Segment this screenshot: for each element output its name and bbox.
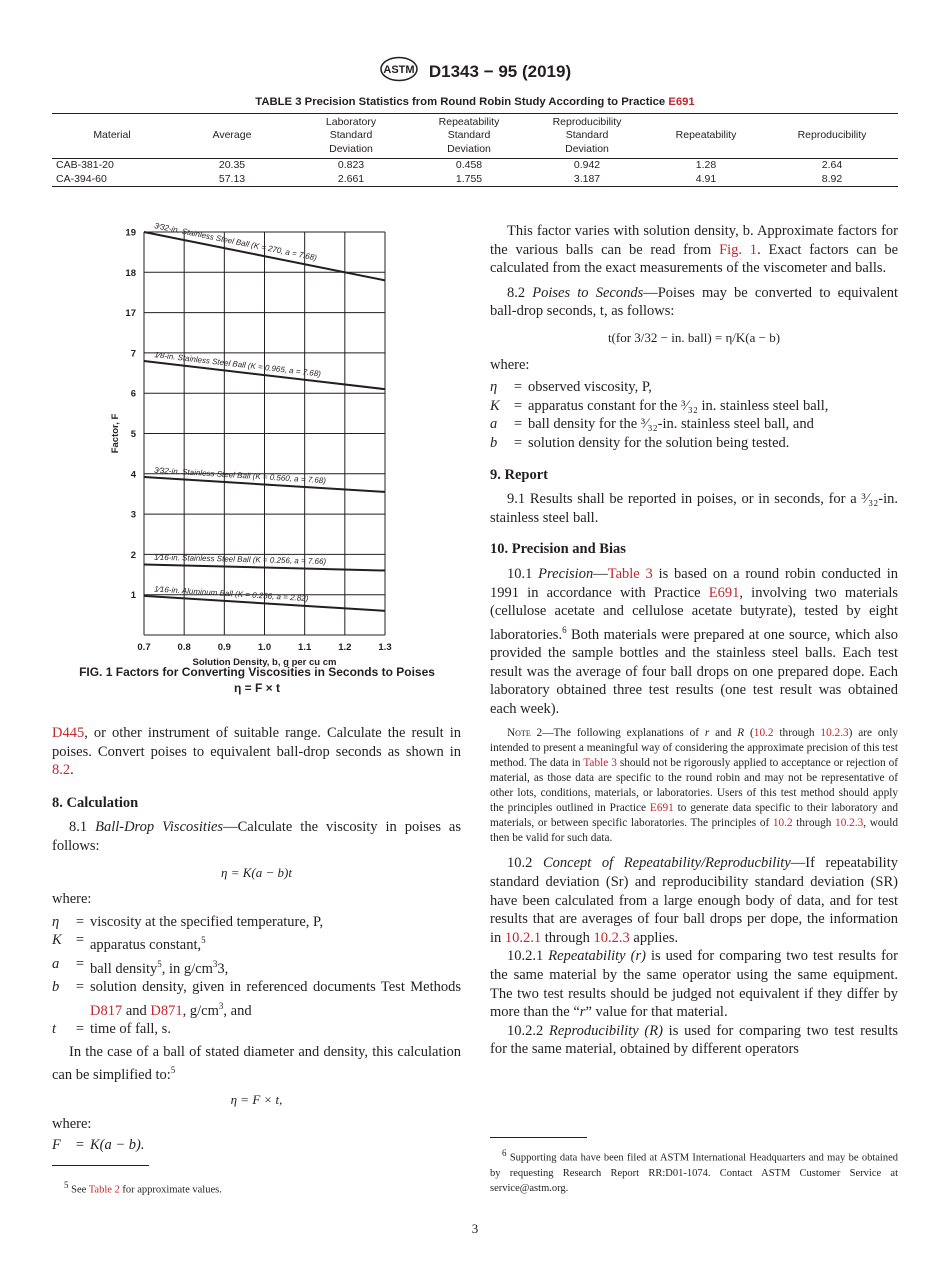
col-average: Average — [172, 114, 292, 159]
figure-caption-line1: FIG. 1 Factors for Converting Viscosities in Seconds to Poises — [79, 665, 435, 679]
link-e691[interactable]: E691 — [668, 96, 695, 108]
paragraph-8-1: 8.1 Ball-Drop Viscosities—Calculate the viscosity in poises as follows: — [52, 819, 462, 854]
y-tick-label: 3 — [130, 509, 136, 521]
equation-seconds: t(for 3/32 − in. ball) = η/K(a − b) — [607, 329, 781, 345]
table-header-row — [52, 114, 898, 159]
series-label: 1⁄8-in. Stainless Steel Ball (K = 0.965, a = 7.68) — [153, 350, 322, 379]
col-repro-sd: Reproducibility Standard Deviation — [528, 114, 646, 159]
y-tick-label: 7 — [130, 348, 136, 360]
y-tick-label: 19 — [125, 227, 136, 239]
link-d445[interactable]: D445 — [52, 725, 85, 741]
page-number: 3 — [471, 1221, 479, 1236]
x-tick-label: 0.8 — [177, 642, 191, 653]
link-table-3[interactable]: Table 3 — [607, 565, 653, 582]
x-axis-label: Solution Density, b, g per cu cm — [192, 657, 337, 668]
link-fig-1[interactable]: Fig. 1 — [719, 241, 758, 258]
link-10-2-3[interactable]: 10.2.3 — [820, 727, 849, 740]
paragraph-10-2-1: 10.2.1 Repeatability (r) is used for comparing two test results for the same material by the same operator using the same equipment. The two test results should be judged not equivalent if they differ by more than the “r” value for that material. — [490, 948, 898, 1021]
series-label: 1⁄16-in. Stainless Steel Ball (K = 0.256, a = 7.66) — [153, 552, 327, 567]
equation-simplified: η = F × t, — [230, 1091, 283, 1107]
table-row: CA-394-60 57.13 2.661 1.755 3.187 4.91 8.92 — [52, 173, 898, 187]
y-tick-label: 17 — [125, 308, 136, 320]
x-tick-label: 1.3 — [378, 642, 392, 653]
link-10-2[interactable]: 10.2 — [753, 727, 774, 740]
link-table-2[interactable]: Table 2 — [88, 1184, 120, 1196]
table-caption-text: TABLE 3 Precision Statistics from Round Robin Study According to Practice — [255, 96, 666, 108]
link-10-2-3-b[interactable]: 10.2.3 — [593, 929, 630, 946]
paragraph-8-2: 8.2 Poises to Seconds—Poises may be converted to equivalent ball-drop seconds, t, as follows: — [490, 284, 899, 320]
definition-K-2: K = apparatus constant for the ³⁄₃₂ in. stainless steel ball, — [490, 397, 829, 414]
x-tick-label: 0.9 — [217, 642, 231, 653]
section-8-heading: 8. Calculation — [52, 794, 139, 811]
where-label-1: where: — [52, 891, 92, 908]
y-tick-label: 5 — [130, 429, 136, 440]
x-tick-label: 0.7 — [137, 642, 151, 653]
definition-eta-2: η = observed viscosity, P, — [490, 379, 652, 396]
link-d817[interactable]: D817 — [90, 1002, 123, 1019]
y-tick-label: 18 — [125, 267, 136, 279]
astm-logo — [379, 56, 419, 87]
paragraph-10-1: 10.1 Precision—Table 3 is based on a round robin conducted in 1991 in accordance with Practice E691, involving two materials (cellulose acetate and cellulose acetate butyrate), tested by eight laboratories.$^6$ Both materials were prepared at one source, which also provided the sample bottles and the stainless steel balls. Each test result was the average of four ball drops on one prepared dope. Each laboratory obtained three test results (one test result was obtained each week). — [490, 565, 899, 717]
paragraph-simplify: In the case of a ball of stated diameter and density, this calculation can be simplified to:$^5$ — [52, 1043, 461, 1084]
col-repeatability: Repeatability — [646, 114, 766, 159]
paragraph-10-2-2: 10.2.2 Reproducibility (R) is used for comparing two test results for the same material, obtained by different operators — [490, 1022, 899, 1058]
y-tick-label: 6 — [130, 388, 136, 400]
section-9-heading: 9. Report — [490, 466, 548, 483]
note-2: Note 2—The following explanations of r and R (10.2 through 10.2.3) are only intended to present a meaningful way of considering the approximate precision of this test method. The data in Table 3 should not be rigorously applied to acceptance or rejection of material, as those data are specific to the round robin and may not be representative of other lots, conditions, materials, or laboratories. Users of this test method should apply the principles outlined in Practice E691 to generate data specific to their laboratory and materials, or between specific laboratories. The principles of 10.2 through 10.2.3, would then be valid for such data. — [490, 727, 899, 845]
y-axis-label: Factor, F — [110, 413, 121, 454]
link-d871[interactable]: D871 — [150, 1002, 183, 1019]
definition-F: F = K(a − b). — [52, 1137, 145, 1153]
definition-a: a = ball density$^5$, in $g/cm^33$, — [52, 955, 229, 977]
figure-1-caption — [52, 664, 462, 696]
footnote-6: $^6$ Supporting data have been filed at ASTM International Headquarters and may be obtained by requesting Research Report RR:D01-1074. Contact ASTM Customer Service at service@astm.org. — [490, 1148, 898, 1194]
definition-eta: η = viscosity at the specified temperature, P, — [52, 913, 324, 930]
definition-b: b = solution density, given in referenced documents Test Methods D817 and D871, $g/cm^3$, and — [52, 979, 461, 1019]
link-10-2-1[interactable]: 10.2.1 — [504, 929, 542, 946]
paragraph-9-1: 9.1 Results shall be reported in poises, or in seconds, for a ³⁄₃₂-in. stainless steel ball. — [490, 491, 898, 526]
where-label-3: where: — [490, 356, 530, 373]
definition-a-2: a = ball density for the ³⁄₃₂-in. stainless steel ball, and — [490, 416, 814, 433]
figure-caption-line2: η = F × t — [233, 681, 280, 695]
link-8-2[interactable]: 8.2 — [52, 762, 71, 779]
x-tick-label: 1.0 — [257, 642, 272, 653]
definition-K: K = apparatus constant,$^5$ — [52, 932, 206, 954]
footnote-rule-left — [52, 1165, 149, 1166]
page-header — [0, 56, 950, 87]
y-tick-label: 2 — [130, 549, 136, 561]
paragraph-factor: This factor varies with solution density, b. Approximate factors for the various balls can be read from Fig. 1. Exact factors can be calculated from the exact measurements of the viscometer and balls. — [490, 223, 899, 277]
series-label: 3⁄32-in. Stainless Steel Ball (K = 0.560, a = 7.68) — [153, 465, 327, 486]
equation-viscosity: η = K(a − b)t — [221, 864, 292, 880]
definition-t: t = time of fall, s. — [52, 1021, 171, 1038]
where-label-2: where: — [52, 1116, 92, 1133]
figure-1-chart — [52, 221, 462, 668]
col-reproducibility: Reproducibility — [766, 114, 898, 159]
left-column — [52, 724, 461, 1155]
x-tick-label: 1.1 — [298, 642, 312, 653]
link-10-2-3-note[interactable]: 10.2.3 — [835, 817, 864, 830]
document-designation: D1343 − 95 (2019) — [428, 61, 572, 81]
definition-b-2: b = solution density for the solution being tested. — [490, 434, 790, 451]
y-tick-label: 4 — [130, 469, 136, 481]
svg-text:ASTM: ASTM — [383, 64, 415, 76]
footnote-5: $^5$ See Table 2 for approximate values. — [64, 1180, 222, 1196]
footnote-rule-right — [490, 1137, 587, 1138]
series-label: 1⁄16-in. Aluminum Ball (K = 0.256, a = 2.82) — [153, 584, 309, 604]
col-material: Material — [52, 114, 172, 159]
paragraph-10-2: 10.2 Concept of Repeatability/Reproducbility—If repeatability standard deviation (Sr) and reproducibility standard deviation (SR) have been calculated from a large enough body of data, and for test results that are averages of four ball drops per dope, the information in 10.2.1 through 10.2.3 applies. — [490, 855, 898, 946]
paragraph-continued: D445, or other instrument of suitable range. Calculate the result in poises. Convert poises to equivalent ball-drop seconds as shown in 8.2. — [52, 725, 461, 779]
col-lab-sd: Laboratory Standard Deviation — [292, 114, 410, 159]
link-e691-note[interactable]: E691 — [649, 802, 674, 815]
link-e691-2[interactable]: E691 — [708, 584, 740, 601]
col-rep-sd: Repeatability Standard Deviation — [410, 114, 528, 159]
right-column — [490, 222, 898, 1059]
section-10-heading: 10. Precision and Bias — [490, 541, 626, 558]
series-label: 3⁄32-in. Stainless Steel Ball (K = 270, a = 7.68) — [153, 221, 318, 263]
table-caption — [52, 96, 898, 108]
x-tick-label: 1.2 — [338, 642, 352, 653]
precision-table — [52, 113, 898, 187]
table-row: CAB-381-20 20.35 0.823 0.458 0.942 1.28 2.64 — [56, 159, 843, 171]
y-tick-label: 1 — [130, 590, 136, 602]
link-table-3-note[interactable]: Table 3 — [583, 757, 617, 770]
link-10-2-note[interactable]: 10.2 — [772, 817, 793, 830]
